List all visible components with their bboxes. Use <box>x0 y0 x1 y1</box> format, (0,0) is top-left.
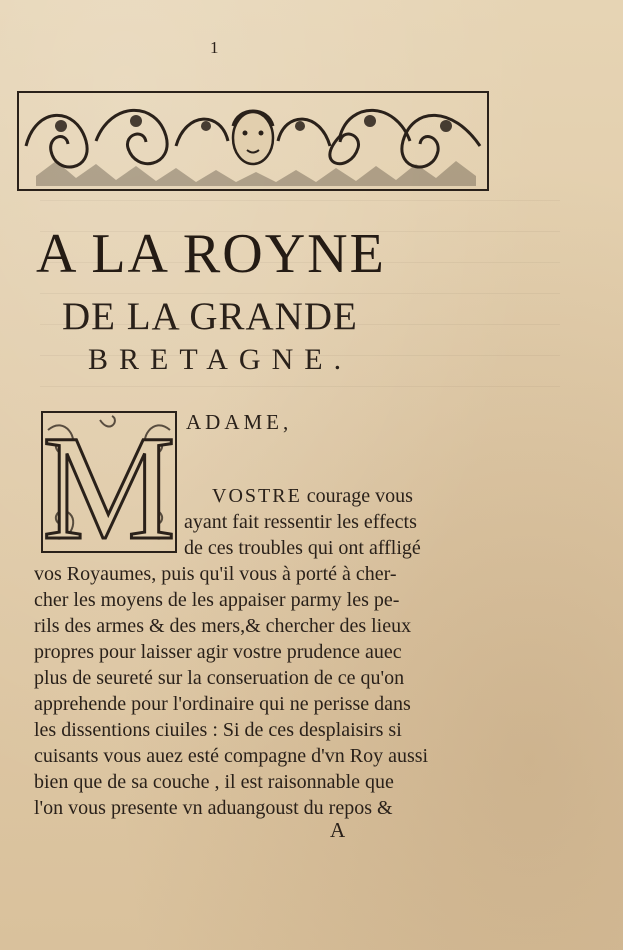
body-line: vos Royaumes, puis qu'il vous à porté à cher- <box>34 563 397 585</box>
body-line: apprehende pour l'ordinaire qui ne perisse dans <box>34 693 411 715</box>
body-line: VOSTRE courage vous <box>212 485 413 507</box>
body-line: bien que de sa couche , il est raisonnable que <box>34 771 394 793</box>
body-line: les dissentions ciuiles : Si de ces desplaisirs si <box>34 719 402 741</box>
body-line: ayant fait ressentir les effects <box>184 511 417 533</box>
body-line: l'on vous presente vn aduangoust du repos & <box>34 797 393 819</box>
decorated-initial <box>40 410 178 554</box>
body-line: cher les moyens de les appaiser parmy les pe- <box>34 589 400 611</box>
body-line: cuisants vous auez esté compagne d'vn Roy aussi <box>34 745 429 767</box>
signature-mark: A <box>330 818 346 842</box>
first-word: VOSTRE <box>212 485 302 507</box>
body-line: de ces troubles qui ont affligé <box>184 537 421 559</box>
title-line-3: BRETAGNE. <box>88 343 353 376</box>
ornamental-headpiece <box>16 86 490 196</box>
body-line: plus de seureté sur la conseruation de ce qu'on <box>34 667 405 689</box>
initial-letter: M <box>42 410 176 554</box>
salutation: ADAME, <box>186 410 293 434</box>
page-number: 1 <box>210 38 219 57</box>
title-line-1: A LA ROYNE <box>36 223 386 285</box>
body-line: rils des armes & des mers,& chercher des lieux <box>34 615 412 637</box>
body-line: propres pour laisser agir vostre prudence auec <box>34 641 402 663</box>
title-line-2: DE LA GRANDE <box>62 295 358 338</box>
